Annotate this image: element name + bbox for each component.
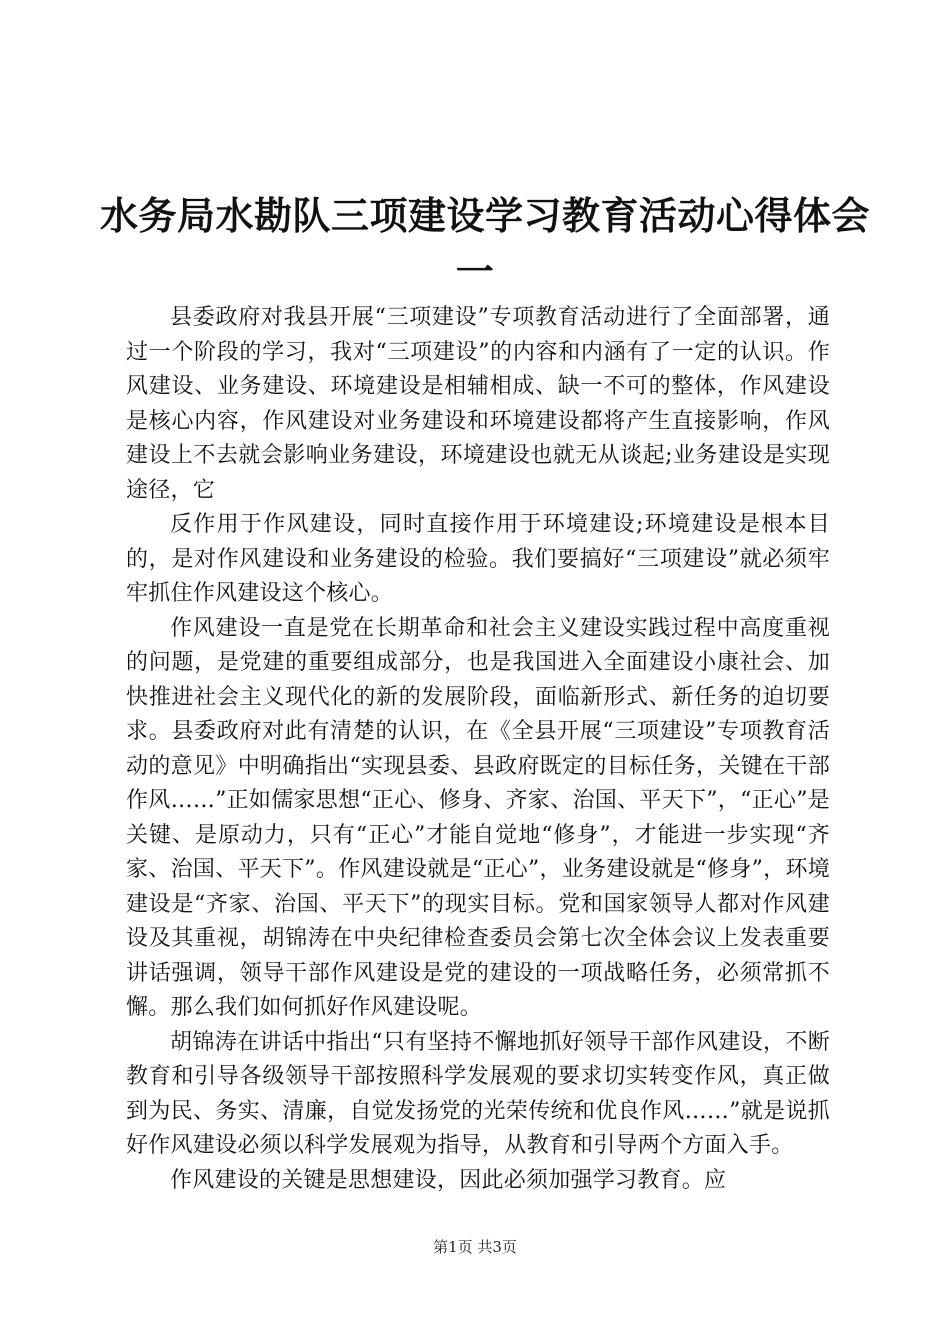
document-body: [126, 301, 830, 1198]
title-line-1: 水务局水勘队三项建设学习教育活动心得体会: [100, 194, 871, 238]
title-line-2: 一: [455, 250, 495, 294]
paragraph-5: 作风建设的关键是思想建设，因此必须加强学习教育。应: [170, 1167, 727, 1193]
paragraph-1: 县委政府对我县开展“三项建设”专项教育活动进行了全面部署，通过一个阶段的学习，我对“三项建设”的内容和内涵有了一定的认识。作风建设、业务建设、环境建设是相辅相成、缺一不可的整体，作风建设是核心内容，作风建设对业务建设和环境建设都将产生直接影响，作风建设上不去就会影响业务建设，环境建设也就无从谈起;业务建设是实现途径，它: [126, 305, 830, 503]
page-footer: 第1页 共3页: [433, 1238, 517, 1256]
document-title: [100, 188, 871, 300]
paragraph-2: 反作用于作风建设，同时直接作用于环境建设;环境建设是根本目的，是对作风建设和业务建设的检验。我们要搞好“三项建设”就必须牢牢抓住作风建设这个核心。: [126, 512, 830, 606]
paragraph-3: 作风建设一直是党在长期革命和社会主义建设实践过程中高度重视的问题，是党建的重要组成部分，也是我国进入全面建设小康社会、加快推进社会主义现代化的新的发展阶段，面临新形式、新任务的迫切要求。县委政府对此有清楚的认识，在《全县开展“三项建设”专项教育活动的意见》中明确指出“实现县委、县政府既定的目标任务，关键在干部作风……”正如儒家思想“正心、修身、齐家、治国、平天下”，“正心”是关键、是原动力，只有“正心”才能自觉地“修身”，才能进一步实现“齐家、治国、平天下”。作风建设就是“正心”，业务建设就是“修身”，环境建设是“齐家、治国、平天下”的现实目标。党和国家领导人都对作风建设及其重视，胡锦涛在中央纪律检查委员会第七次全体会议上发表重要讲话强调，领导干部作风建设是党的建设的一项战略任务，必须常抓不懈。那么我们如何抓好作风建设呢。: [126, 615, 830, 1020]
paragraph-4: 胡锦涛在讲话中指出“只有坚持不懈地抓好领导干部作风建设，不断教育和引导各级领导干部按照科学发展观的要求切实转变作风，真正做到为民、务实、清廉，自觉发扬党的光荣传统和优良作风……”就是说抓好作风建设必须以科学发展观为指导，从教育和引导两个方面入手。: [126, 1029, 830, 1158]
